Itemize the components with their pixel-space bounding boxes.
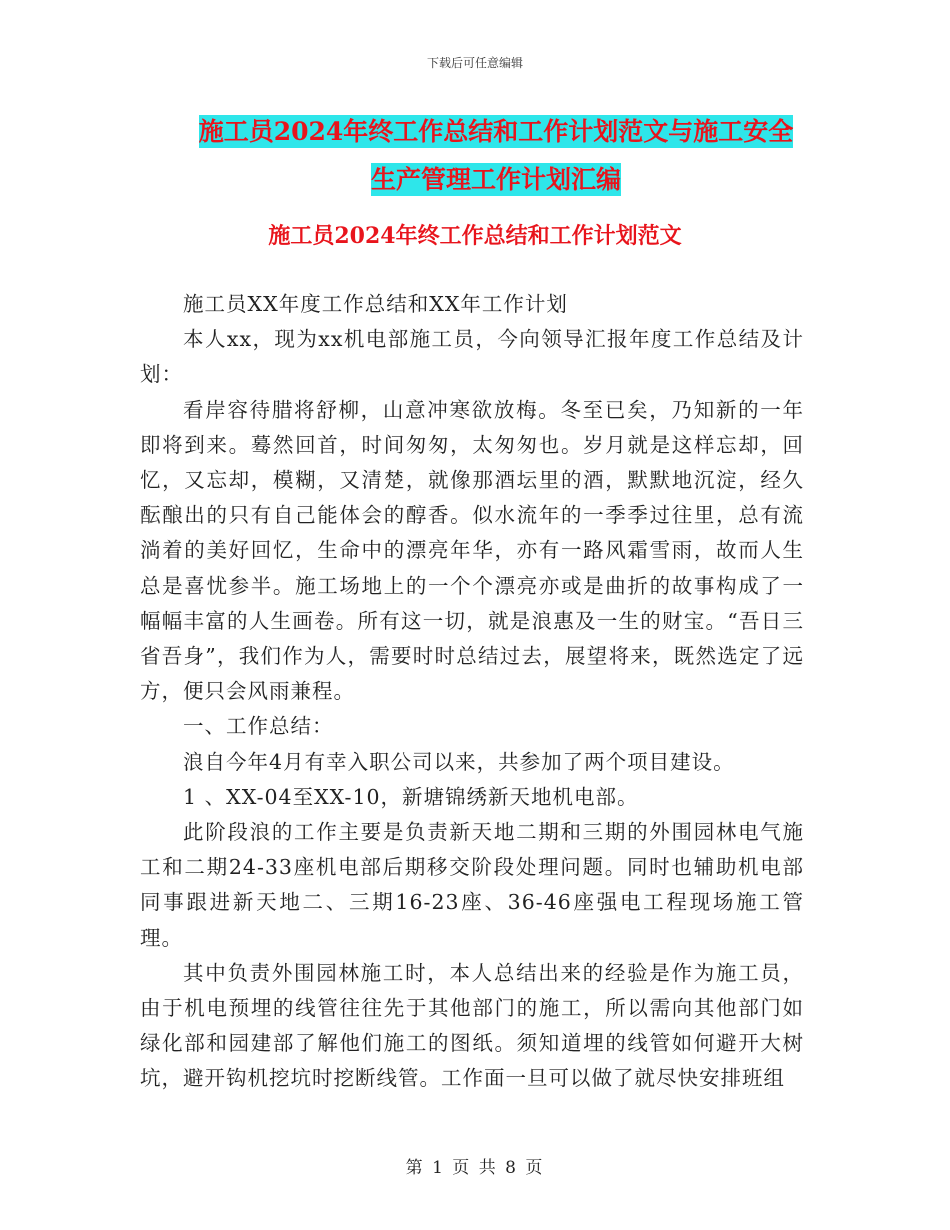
page-number: 第 1 页 共 8 页 xyxy=(405,1158,545,1178)
document-title-line-2: 生产管理工作计划汇编 xyxy=(370,165,621,194)
paragraph: 此阶段浪的工作主要是负责新天地二期和三期的外围园林电气施工和二期24-33座机电部后期移交阶段处理问题。同时也辅助机电部同事跟进新天地二、三期16-23座、36-46座强电工程现场施工管理。 xyxy=(140,820,804,950)
paragraph: 本人xx，现为xx机电部施工员，今向领导汇报年度工作总结及计划： xyxy=(140,327,804,387)
paragraph: 一、工作总结： xyxy=(183,714,334,739)
paragraph: 其中负责外围园林施工时，本人总结出来的经验是作为施工员，由于机电预埋的线管往往先于其他部门的施工，所以需向其他部门如绿化部和园建部了解他们施工的图纸。须知道埋的线管如何避开大树坑，避开钩机挖坑时挖断线管。工作面一旦可以做了就尽快安排班组 xyxy=(140,960,804,1091)
paragraph: 浪自今年4月有幸入职公司以来，共参加了两个项目建设。 xyxy=(183,749,735,774)
section-title: 施工员2024年终工作总结和工作计划范文 xyxy=(268,223,682,249)
document-body xyxy=(140,287,804,1097)
page-header-note: 下载后可任意编辑 xyxy=(426,56,523,70)
paragraph: 看岸容待腊将舒柳，山意冲寒欲放梅。冬至已矣，乃知新的一年即将到来。蓦然回首，时间匆匆，太匆匆也。岁月就是这样忘却，回忆，又忘却，模糊，又清楚，就像那酒坛里的酒，默默地沉淀，经久酝酿出的只有自己能体会的醇香。似水流年的一季季过往里，总有流淌着的美好回忆，生命中的漂亮年华，亦有一路风霜雪雨，故而人生总是喜忧参半。施工场地上的一个个漂亮亦或是曲折的故事构成了一幅幅丰富的人生画卷。所有这一切，就是浪惠及一生的财宝。“吾日三省吾身”，我们作为人，需要时时总结过去，展望将来，既然选定了远方，便只会风雨兼程。 xyxy=(140,397,804,704)
document-title xyxy=(140,108,852,204)
paragraph: 施工员XX年度工作总结和XX年工作计划 xyxy=(183,292,568,316)
document-title-line-1: 施工员2024年终工作总结和工作计划范文与施工安全 xyxy=(198,117,794,146)
paragraph: 1 、XX-04至XX-10，新塘锦绣新天地机电部。 xyxy=(183,784,639,809)
